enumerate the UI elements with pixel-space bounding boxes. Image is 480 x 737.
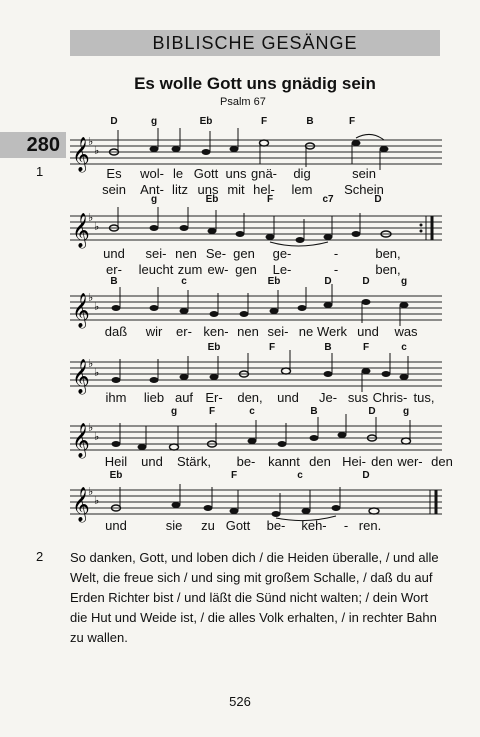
lyric: Le- — [272, 262, 292, 277]
lyric: sein — [352, 166, 376, 181]
lyric: zu — [201, 518, 215, 533]
lyric: den, — [237, 390, 263, 405]
svg-text:♭: ♭ — [88, 211, 94, 224]
svg-text:♭: ♭ — [94, 494, 100, 507]
svg-text:♭: ♭ — [94, 300, 100, 313]
lyric: be- — [236, 454, 256, 469]
lyric: wer- — [397, 454, 423, 469]
chord: c — [297, 470, 303, 481]
lyric: Je- — [318, 390, 338, 405]
song-title: Es wolle Gott uns gnädig sein — [134, 74, 376, 93]
chord: Eb — [205, 194, 219, 205]
chord: Eb — [199, 116, 213, 127]
lyric: ken- — [203, 324, 229, 339]
lyric: hel- — [253, 182, 275, 197]
lyric: und — [105, 518, 127, 533]
lyric: - — [343, 518, 349, 533]
lyric: lieb — [143, 390, 165, 405]
lyric: auf — [174, 390, 194, 405]
svg-text:♭: ♭ — [88, 135, 94, 148]
lyric: Chris- — [372, 390, 408, 405]
chord: g — [170, 406, 178, 417]
svg-text:♭: ♭ — [88, 421, 94, 434]
chord: c — [401, 342, 407, 353]
svg-text:♭: ♭ — [88, 485, 94, 498]
psalm-reference: Psalm 67 — [220, 96, 266, 108]
svg-text:♭: ♭ — [88, 291, 94, 304]
lyric: daß — [104, 324, 128, 339]
chord: B — [310, 406, 318, 417]
chord: D — [110, 116, 118, 127]
chord: g — [150, 194, 158, 205]
lyric: den — [309, 454, 331, 469]
music-system-6 — [66, 470, 444, 536]
svg-text:♭: ♭ — [94, 144, 100, 157]
chord: D — [362, 276, 370, 287]
chord: D — [362, 470, 370, 481]
lyric: nen — [175, 246, 197, 261]
music-system-4 — [66, 342, 444, 408]
lyric: - — [333, 262, 339, 277]
chord: B — [306, 116, 314, 127]
lyric: sein — [102, 182, 126, 197]
verse-line: die Hut und Weide ist, / die alles Volk erhalten, / in rechter Bahn — [70, 610, 437, 625]
svg-text:𝄞: 𝄞 — [72, 423, 90, 458]
lyric: und — [103, 246, 125, 261]
svg-text:𝄞: 𝄞 — [72, 213, 90, 248]
lyric: mit — [227, 182, 245, 197]
chord: F — [230, 470, 238, 481]
lyric: litz — [172, 182, 188, 197]
verse-line: So danken, Gott, und loben dich / die Heiden überalle, / und alle — [70, 550, 439, 565]
music-system-5 — [66, 406, 453, 472]
chord: Eb — [267, 276, 281, 287]
lyric: nen — [237, 324, 259, 339]
chord: c7 — [322, 194, 334, 205]
lyric: sei- — [145, 246, 167, 261]
lyric: tus, — [413, 390, 435, 405]
lyric: sie — [165, 518, 183, 533]
chord: D — [324, 276, 332, 287]
chord: g — [400, 276, 408, 287]
svg-text:𝄞: 𝄞 — [72, 137, 90, 172]
lyric: Hei- — [342, 454, 366, 469]
chord: F — [260, 116, 268, 127]
lyric: le — [172, 166, 184, 181]
hymn-number: 280 — [0, 132, 66, 158]
svg-text:♭: ♭ — [94, 220, 100, 233]
lyric: Stärk, — [177, 454, 211, 469]
lyric: uns — [225, 166, 247, 181]
lyric: den — [431, 454, 453, 469]
chord: F — [362, 342, 370, 353]
lyric: er- — [176, 324, 192, 339]
lyric: ne — [298, 324, 314, 339]
lyric: den — [371, 454, 393, 469]
staff-6 — [66, 478, 444, 522]
svg-text:𝄞: 𝄞 — [72, 359, 90, 394]
lyric: sei- — [267, 324, 289, 339]
chord: F — [266, 194, 274, 205]
lyric: sus — [347, 390, 369, 405]
chord: F — [208, 406, 216, 417]
lyric: und — [277, 390, 299, 405]
lyric: was — [394, 324, 418, 339]
chord: B — [110, 276, 118, 287]
staff-3 — [66, 284, 444, 328]
lyric: Es — [106, 166, 122, 181]
lyric: ben, — [375, 246, 401, 261]
svg-text:𝄞: 𝄞 — [72, 487, 90, 522]
stanza-number-2: 2 — [36, 549, 44, 564]
lyric: ihm — [105, 390, 127, 405]
chord: Eb — [109, 470, 123, 481]
lyric: Gott — [193, 166, 219, 181]
page-number: 526 — [229, 694, 251, 709]
music-system-3 — [66, 276, 444, 342]
chord: D — [368, 406, 376, 417]
staff-1 — [66, 128, 444, 172]
lyric: leucht — [138, 262, 174, 277]
lyric: und — [357, 324, 379, 339]
chord: c — [249, 406, 255, 417]
lyric: keh- — [301, 518, 327, 533]
lyric: Heil — [104, 454, 128, 469]
chord: D — [374, 194, 382, 205]
lyric: Werk — [316, 324, 348, 339]
lyric: und — [141, 454, 163, 469]
lyric: gen — [233, 246, 255, 261]
chord: c — [181, 276, 187, 287]
lyric: uns — [197, 182, 219, 197]
lyric: kannt — [268, 454, 300, 469]
lyric: ben, — [375, 262, 401, 277]
chord: g — [150, 116, 158, 127]
chord: F — [268, 342, 276, 353]
lyric: er- — [106, 262, 122, 277]
header-band — [70, 30, 440, 56]
lyric: Er- — [205, 390, 223, 405]
music-system-2 — [66, 194, 444, 280]
verse-line: Welt, die freue sich / und sing mit großem Schalle, / daß du auf — [70, 570, 433, 585]
section-title: BIBLISCHE GESÄNGE — [152, 33, 358, 53]
chord: g — [402, 406, 410, 417]
chord: Eb — [207, 342, 221, 353]
staff-4 — [66, 350, 444, 394]
lyric: lem — [291, 182, 313, 197]
lyric: be- — [266, 518, 286, 533]
lyric: ge- — [272, 246, 292, 261]
stanza-2-text — [70, 548, 450, 648]
verse-line: Erden Richter bist / und läßt die Sünd nicht walten; / dein Wort — [70, 590, 429, 605]
staff-2 — [66, 204, 444, 248]
lyric: gen — [235, 262, 257, 277]
lyric: wol- — [140, 166, 164, 181]
lyric: ren. — [358, 518, 382, 533]
svg-text:𝄞: 𝄞 — [72, 293, 90, 328]
stanza-number-1: 1 — [36, 164, 44, 179]
lyric: dig — [293, 166, 311, 181]
staff-5 — [66, 414, 444, 458]
chord: B — [324, 342, 332, 353]
lyric: zum — [177, 262, 203, 277]
svg-text:♭: ♭ — [94, 430, 100, 443]
lyric: Se- — [205, 246, 227, 261]
lyric: - — [333, 246, 339, 261]
svg-text:♭: ♭ — [88, 357, 94, 370]
lyric: Schein — [344, 182, 384, 197]
music-system-1 — [66, 116, 444, 196]
lyric: ew- — [207, 262, 229, 277]
lyric: wir — [145, 324, 163, 339]
lyric: gnä- — [250, 166, 278, 181]
lyric: Gott — [225, 518, 251, 533]
chord: F — [348, 116, 356, 127]
svg-text:♭: ♭ — [94, 366, 100, 379]
lyric: Ant- — [140, 182, 164, 197]
verse-line: zu wallen. — [70, 630, 128, 645]
